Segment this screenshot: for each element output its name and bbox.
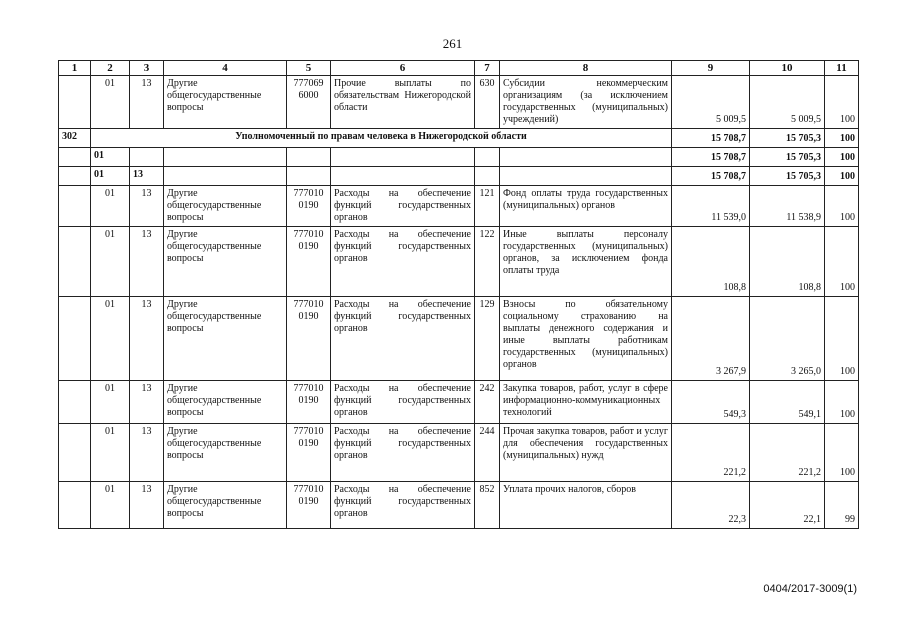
cell-plan: 15 708,7 (672, 129, 750, 148)
cell (287, 167, 331, 186)
cell (500, 167, 672, 186)
cell-actual: 108,8 (750, 227, 825, 297)
cell-target-code: 777010 0190 (287, 381, 331, 424)
cell-target-code: 777069 6000 (287, 76, 331, 129)
cell (59, 297, 91, 381)
cell-section-code: 01 (91, 76, 130, 129)
cell-section-code: 01 (91, 381, 130, 424)
cell-subsection-code: 13 (130, 227, 164, 297)
cell (59, 482, 91, 529)
cell-expense-code: 630 (475, 76, 500, 129)
cell-percent: 100 (825, 148, 859, 167)
cell (475, 167, 500, 186)
cell (59, 76, 91, 129)
cell-plan: 549,3 (672, 381, 750, 424)
cell-subsection-name: Другие общегосударственные вопросы (164, 297, 287, 381)
cell (164, 167, 287, 186)
table-row (59, 424, 859, 482)
cell (331, 167, 475, 186)
cell-expense-name: Взносы по обязательному социальному страхованию на выплаты денежного содержания и иные выплаты работникам государственных (муниципальных) органов (500, 297, 672, 381)
cell-section-title: Уполномоченный по правам человека в Нижегородской области (91, 129, 672, 148)
cell (59, 167, 91, 186)
cell-target-name: Расходы на обеспечение функций государственных органов (331, 381, 475, 424)
cell-target-code: 777010 0190 (287, 186, 331, 227)
cell-subsection-name: Другие общегосударственные вопросы (164, 482, 287, 529)
column-header: 11 (825, 61, 859, 76)
cell-target-code: 777010 0190 (287, 482, 331, 529)
cell-section-code: 01 (91, 482, 130, 529)
budget-table (58, 60, 859, 529)
cell (500, 148, 672, 167)
subtotal-row (59, 167, 859, 186)
column-header: 4 (164, 61, 287, 76)
cell-subsection-code: 13 (130, 167, 164, 186)
cell-actual: 11 538,9 (750, 186, 825, 227)
cell-expense-name: Уплата прочих налогов, сборов (500, 482, 672, 529)
cell-plan: 15 708,7 (672, 148, 750, 167)
cell-subsection-code: 13 (130, 76, 164, 129)
cell-expense-name: Прочая закупка товаров, работ и услуг для обеспечения государственных (муниципальных) нужд (500, 424, 672, 482)
cell-plan: 3 267,9 (672, 297, 750, 381)
cell-subsection-code: 13 (130, 424, 164, 482)
cell-section-code: 01 (91, 297, 130, 381)
column-header: 9 (672, 61, 750, 76)
cell-target-code: 777010 0190 (287, 297, 331, 381)
cell-expense-name: Иные выплаты персоналу государственных (муниципальных) органов, за исключением фонда оплаты труда (500, 227, 672, 297)
column-header: 7 (475, 61, 500, 76)
cell-subsection-name: Другие общегосударственные вопросы (164, 76, 287, 129)
cell-target-name: Расходы на обеспечение функций государственных органов (331, 424, 475, 482)
table-row (59, 76, 859, 129)
subtotal-row (59, 148, 859, 167)
cell-percent: 100 (825, 227, 859, 297)
cell-actual: 221,2 (750, 424, 825, 482)
cell-percent: 99 (825, 482, 859, 529)
document-code: 0404/2017-3009(1) (763, 583, 857, 595)
cell-percent: 100 (825, 186, 859, 227)
cell-actual: 15 705,3 (750, 129, 825, 148)
cell-subsection-name: Другие общегосударственные вопросы (164, 186, 287, 227)
table-row (59, 227, 859, 297)
cell-section-code: 01 (91, 186, 130, 227)
cell-percent: 100 (825, 167, 859, 186)
cell-target-name: Расходы на обеспечение функций государственных органов (331, 482, 475, 529)
cell-actual: 15 705,3 (750, 167, 825, 186)
cell-plan: 15 708,7 (672, 167, 750, 186)
cell-target-name: Прочие выплаты по обязательствам Нижегородской области (331, 76, 475, 129)
cell-percent: 100 (825, 76, 859, 129)
cell-target-name: Расходы на обеспечение функций государственных органов (331, 297, 475, 381)
cell-plan: 221,2 (672, 424, 750, 482)
cell-plan: 108,8 (672, 227, 750, 297)
cell-actual: 22,1 (750, 482, 825, 529)
cell-subsection-code: 13 (130, 482, 164, 529)
cell-subsection-name: Другие общегосударственные вопросы (164, 227, 287, 297)
cell-expense-name: Закупка товаров, работ, услуг в сфере информационно-коммуникационных технологий (500, 381, 672, 424)
cell-subsection-code: 13 (130, 381, 164, 424)
cell-subsection-code: 13 (130, 297, 164, 381)
cell-plan: 11 539,0 (672, 186, 750, 227)
column-header: 10 (750, 61, 825, 76)
cell (59, 227, 91, 297)
cell-plan: 22,3 (672, 482, 750, 529)
table-row (59, 381, 859, 424)
cell-actual: 5 009,5 (750, 76, 825, 129)
cell-expense-name: Фонд оплаты труда государственных (муниципальных) органов (500, 186, 672, 227)
cell-percent: 100 (825, 129, 859, 148)
cell-percent: 100 (825, 381, 859, 424)
table-row (59, 186, 859, 227)
cell (59, 186, 91, 227)
cell-section-code: 01 (91, 424, 130, 482)
cell-subsection-name: Другие общегосударственные вопросы (164, 381, 287, 424)
cell-target-name: Расходы на обеспечение функций государственных органов (331, 227, 475, 297)
cell-section-number: 302 (59, 129, 91, 148)
cell (287, 148, 331, 167)
cell-expense-code: 129 (475, 297, 500, 381)
cell-plan: 5 009,5 (672, 76, 750, 129)
cell (331, 148, 475, 167)
cell-expense-code: 121 (475, 186, 500, 227)
cell-section-code: 01 (91, 167, 130, 186)
column-header: 6 (331, 61, 475, 76)
cell (130, 148, 164, 167)
cell-actual: 549,1 (750, 381, 825, 424)
column-header: 1 (59, 61, 91, 76)
page-number: 261 (442, 36, 463, 51)
cell-target-code: 777010 0190 (287, 424, 331, 482)
cell (164, 148, 287, 167)
cell-percent: 100 (825, 424, 859, 482)
cell-expense-name: Субсидии некоммерческим организациям (за исключением государственных (муниципальных) учреждений) (500, 76, 672, 129)
cell-actual: 15 705,3 (750, 148, 825, 167)
column-header: 8 (500, 61, 672, 76)
section-row (59, 129, 859, 148)
cell-section-code: 01 (91, 148, 130, 167)
cell-target-name: Расходы на обеспечение функций государственных органов (331, 186, 475, 227)
cell-target-code: 777010 0190 (287, 227, 331, 297)
cell-section-code: 01 (91, 227, 130, 297)
cell-percent: 100 (825, 297, 859, 381)
cell-expense-code: 244 (475, 424, 500, 482)
column-header: 5 (287, 61, 331, 76)
cell-actual: 3 265,0 (750, 297, 825, 381)
cell (59, 148, 91, 167)
cell (59, 424, 91, 482)
cell-expense-code: 242 (475, 381, 500, 424)
cell (475, 148, 500, 167)
cell-subsection-code: 13 (130, 186, 164, 227)
table-row (59, 482, 859, 529)
cell-expense-code: 852 (475, 482, 500, 529)
cell-subsection-name: Другие общегосударственные вопросы (164, 424, 287, 482)
column-header: 2 (91, 61, 130, 76)
cell (59, 381, 91, 424)
column-header: 3 (130, 61, 164, 76)
cell-expense-code: 122 (475, 227, 500, 297)
table-row (59, 297, 859, 381)
table-header-row (59, 61, 859, 76)
